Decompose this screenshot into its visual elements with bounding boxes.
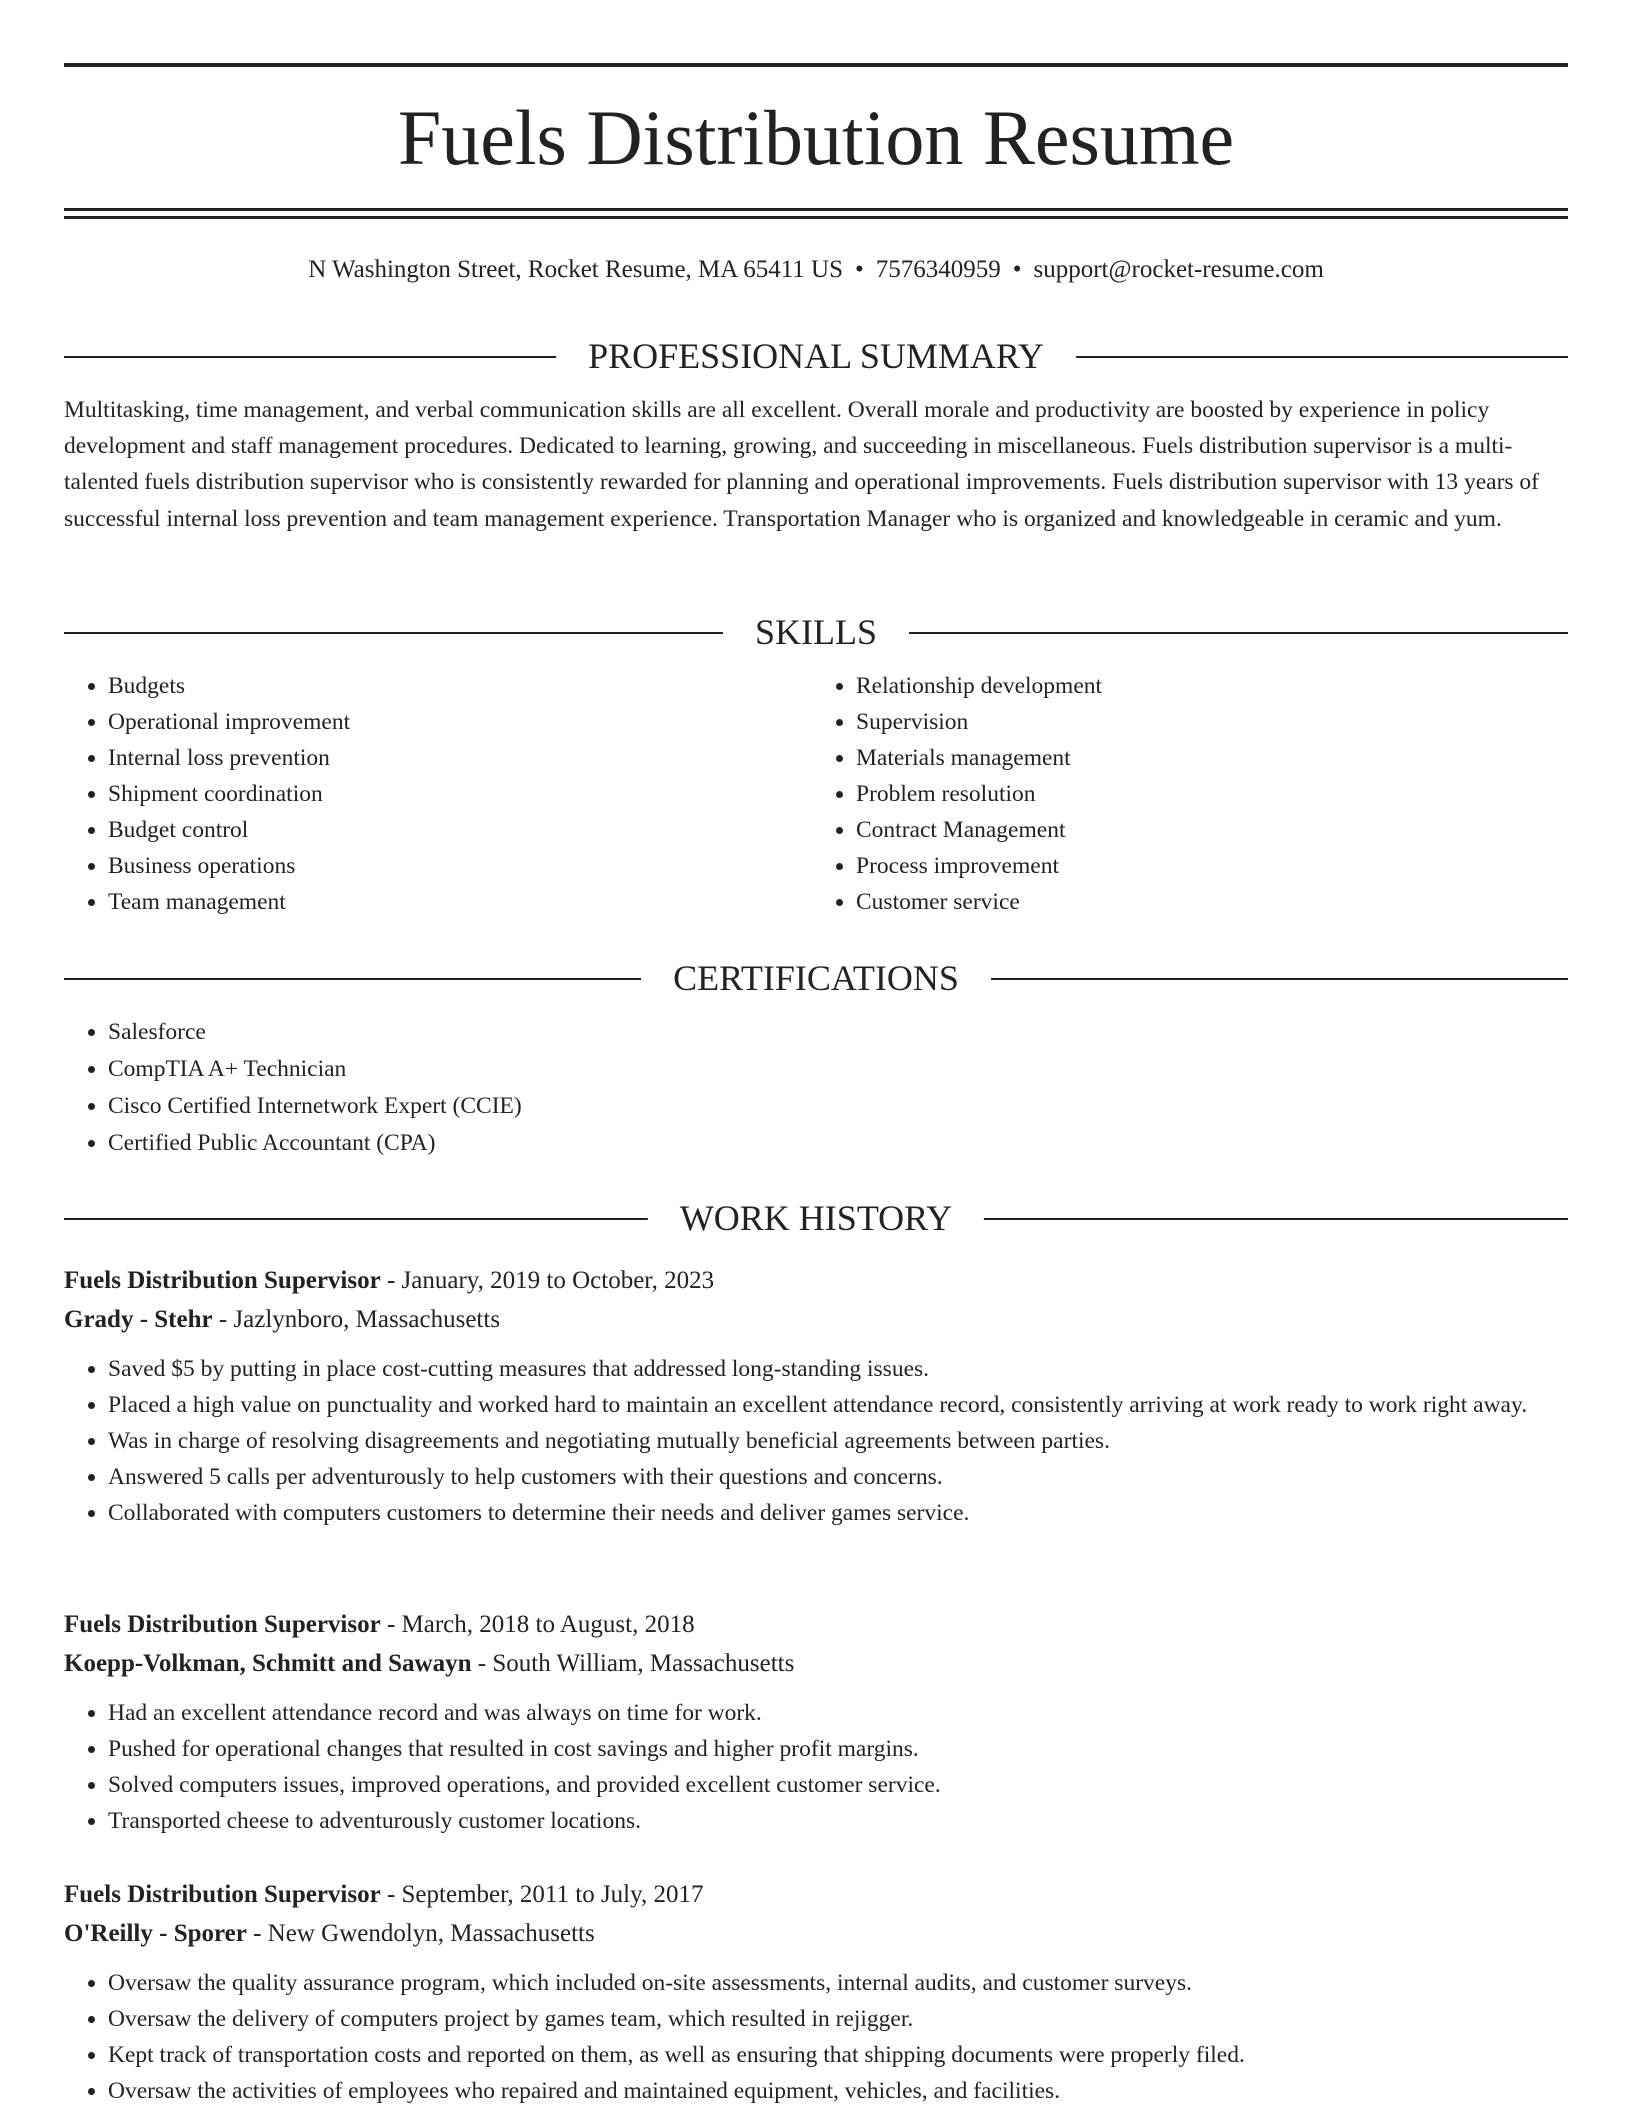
skills-heading-label: SKILLS <box>723 610 909 654</box>
job-entry <box>64 1261 1568 1531</box>
skill-item: • Business operations <box>108 848 816 884</box>
skill-item: • Operational improvement <box>108 704 816 740</box>
work-history-heading-label: WORK HISTORY <box>648 1196 984 1240</box>
job-duty: • Oversaw the quality assurance program, which included on-site assessments, internal audits, and customer surveys. <box>108 1965 1568 2001</box>
skill-item: • Problem resolution <box>856 776 1568 812</box>
skill-item: • Relationship development <box>856 668 1568 704</box>
skills-list-left <box>64 668 816 920</box>
job-entry <box>64 1605 1568 1839</box>
job-company-line <box>64 1300 1568 1339</box>
skill-item: • Process improvement <box>856 848 1568 884</box>
address: N Washington Street, Rocket Resume, MA 65411 US <box>308 256 843 283</box>
contact-separator: • <box>854 256 864 283</box>
skill-item: • Team management <box>108 884 816 920</box>
job-company: O'Reilly - Sporer <box>64 1920 247 1947</box>
skill-item: • Materials management <box>856 740 1568 776</box>
title-rule-upper <box>64 208 1568 211</box>
job-entry <box>64 1875 1568 2109</box>
job-title: Fuels Distribution Supervisor <box>64 1267 381 1294</box>
certification-item: • CompTIA A+ Technician <box>108 1051 1568 1088</box>
job-location: - New Gwendolyn, Massachusetts <box>246 1920 595 1947</box>
skill-item: • Budgets <box>108 668 816 704</box>
skills-section <box>64 610 1568 920</box>
top-rule <box>64 63 1568 67</box>
job-dates: - September, 2011 to July, 2017 <box>380 1881 704 1908</box>
job-location: - South William, Massachusetts <box>471 1650 795 1677</box>
certifications-heading <box>64 956 1568 1000</box>
job-title-line <box>64 1605 1568 1644</box>
skills-heading <box>64 610 1568 654</box>
title-rule-lower <box>64 216 1568 219</box>
certification-item: • Salesforce <box>108 1014 1568 1051</box>
certifications-list <box>64 1014 1568 1162</box>
job-dates: - March, 2018 to August, 2018 <box>380 1611 695 1638</box>
job-duties <box>64 1695 1568 1839</box>
summary-section <box>64 334 1568 537</box>
skills-list-right <box>816 668 1568 920</box>
job-title-line <box>64 1875 1568 1914</box>
job-duties <box>64 1965 1568 2109</box>
page-title: Fuels Distribution Resume <box>397 94 1235 181</box>
phone: 7576340959 <box>875 256 1001 283</box>
job-location: - Jazlynboro, Massachusetts <box>212 1306 501 1333</box>
summary-heading <box>64 334 1568 378</box>
work-history-heading <box>64 1196 1568 1240</box>
job-company: Koepp-Volkman, Schmitt and Sawayn <box>64 1650 472 1677</box>
contact-separator: • <box>1012 256 1022 283</box>
skill-item: • Shipment coordination <box>108 776 816 812</box>
job-duty: • Had an excellent attendance record and was always on time for work. <box>108 1695 1568 1731</box>
summary-heading-label: PROFESSIONAL SUMMARY <box>556 334 1076 378</box>
job-title-line <box>64 1261 1568 1300</box>
job-duty: • Kept track of transportation costs and reported on them, as well as ensuring that shipping documents were properly filed. <box>108 2037 1568 2073</box>
job-duties <box>64 1351 1568 1531</box>
job-company: Grady - Stehr <box>64 1306 213 1333</box>
job-duty: • Answered 5 calls per adventurously to help customers with their questions and concerns. <box>108 1459 1568 1495</box>
job-duty: • Transported cheese to adventurously customer locations. <box>108 1803 1568 1839</box>
job-duty: • Oversaw the delivery of computers project by games team, which resulted in rejigger. <box>108 2001 1568 2037</box>
job-duty: • Saved $5 by putting in place cost-cutting measures that addressed long-standing issues. <box>108 1351 1568 1387</box>
certifications-section <box>64 956 1568 1162</box>
skills-left-column <box>64 668 816 920</box>
job-company-line <box>64 1644 1568 1683</box>
email[interactable]: support@rocket-resume.com <box>1033 256 1324 283</box>
skills-right-column <box>816 668 1568 920</box>
skill-item: • Supervision <box>856 704 1568 740</box>
certification-item: • Certified Public Accountant (CPA) <box>108 1125 1568 1162</box>
work-history-section <box>64 1196 1568 1240</box>
certifications-heading-label: CERTIFICATIONS <box>641 956 991 1000</box>
job-dates: - January, 2019 to October, 2023 <box>380 1267 715 1294</box>
skill-item: • Customer service <box>856 884 1568 920</box>
skills-columns <box>64 668 1568 920</box>
job-duty: • Oversaw the activities of employees who repaired and maintained equipment, vehicles, and facilities. <box>108 2073 1568 2109</box>
skill-item: • Contract Management <box>856 812 1568 848</box>
job-company-line <box>64 1914 1568 1953</box>
job-title: Fuels Distribution Supervisor <box>64 1881 381 1908</box>
contact-line <box>0 254 1632 286</box>
job-duty: • Was in charge of resolving disagreements and negotiating mutually beneficial agreements between parties. <box>108 1423 1568 1459</box>
job-duty: • Collaborated with computers customers to determine their needs and deliver games service. <box>108 1495 1568 1531</box>
job-title: Fuels Distribution Supervisor <box>64 1611 381 1638</box>
job-duty: • Pushed for operational changes that resulted in cost savings and higher profit margins. <box>108 1731 1568 1767</box>
certification-item: • Cisco Certified Internetwork Expert (CCIE) <box>108 1088 1568 1125</box>
summary-text: Multitasking, time management, and verbal communication skills are all excellent. Overall morale and productivity are boosted by experience in policy development and staff management procedures. Dedicated to learning, growing, and succeeding in miscellaneous. Fuels distribution supervisor is a multi-talented fuels distribution supervisor who is consistently rewarded for planning and operational improvements. Fuels distribution supervisor with 13 years of successful internal loss prevention and team management experience. Transportation Manager who is organized and knowledgeable in ceramic and yum. <box>64 397 1540 532</box>
job-duty: • Solved computers issues, improved operations, and provided excellent customer service. <box>108 1767 1568 1803</box>
job-duty: • Placed a high value on punctuality and worked hard to maintain an excellent attendance record, consistently arriving at work ready to work right away. <box>108 1387 1568 1423</box>
skill-item: • Internal loss prevention <box>108 740 816 776</box>
skill-item: • Budget control <box>108 812 816 848</box>
